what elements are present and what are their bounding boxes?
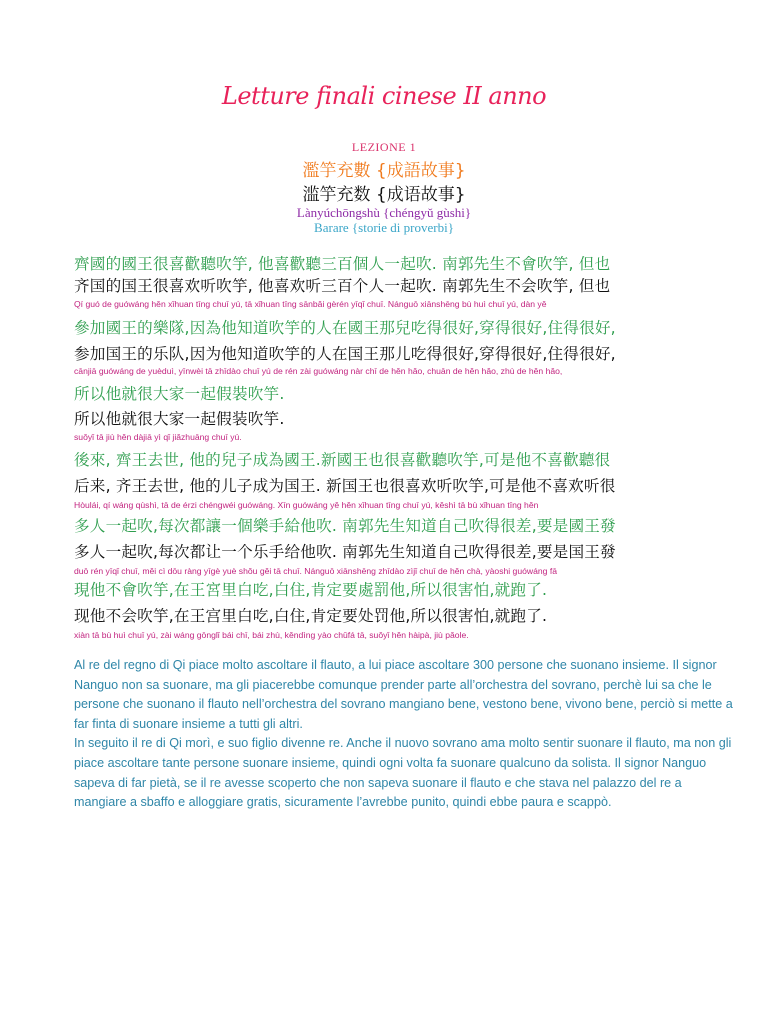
- heading-simplified: 滥竽充数 {成语故事}: [302, 185, 466, 205]
- simplified-line-6: 现他不会吹竽,在王宫里白吃,白住,肯定要处罚他,所以很害怕,就跑了.: [74, 607, 548, 625]
- italian-paragraph-1: Al re del regno di Qi piace molto ascoltare il flauto, a lui piace ascoltare 300 persone che suonano insieme. Il signor Nanguo non sa suonare, ma gli piacerebbe comunque prender parte all’orchestra del sovrano, perchè lui sa che le persone che suonano il flauto nell’orchestra del sovrano mangiano bene, vestono bene, vivono bene, perciò si mette a far finta di suonare insieme a tutti gli altri.: [74, 658, 733, 731]
- simplified-line-4: 后来, 齐王去世, 他的儿子成为国王. 新国王也很喜欢听吹竽,可是他不喜欢听很: [74, 477, 616, 495]
- italian-translation: [74, 656, 734, 813]
- heading-pinyin: Lànyúchōngshù {chéngyǔ gùshi}: [296, 205, 472, 220]
- simplified-line-3: 所以他就很大家一起假装吹竽.: [74, 410, 285, 428]
- traditional-line-5: 多人一起吹,每次都讓一個樂手給他吹. 南郭先生知道自己吹得很差,要是國王發: [74, 517, 616, 535]
- traditional-line-6: 現他不會吹竽,在王宮里白吃,白住,肯定要處罰他,所以很害怕,就跑了.: [74, 581, 548, 599]
- heading-italian: Barare {storie di proverbi}: [314, 220, 454, 235]
- pinyin-line-4: Hòulái, qí wáng qùshì, tā de érzi chéngwéi guówáng. Xīn guówáng yě hěn xǐhuan tīng chuī yú, kěshì tā bù xǐhuan tīng hěn: [74, 500, 539, 510]
- lesson-label: LEZIONE 1: [351, 140, 417, 154]
- pinyin-line-1: Qí guó de guówáng hěn xǐhuan tīng chuī yú, tā xǐhuan tīng sānbǎi gèrén yīqǐ chuī. Nánguō xiānshēng bù huì chuī yú, dàn yě: [74, 299, 547, 309]
- pinyin-line-3: suǒyǐ tā jiù hěn dàjiā yì qǐ jiǎzhuāng chuī yú.: [74, 432, 242, 442]
- traditional-line-1: 齊國的國王很喜歡聽吹竽, 他喜歡聽三百個人一起吹. 南郭先生不會吹竽, 但也: [74, 255, 611, 273]
- heading-traditional: 濫竽充數 {成語故事}: [302, 161, 466, 181]
- simplified-line-1: 齐国的国王很喜欢听吹竽, 他喜欢听三百个人一起吹. 南郭先生不会吹竽, 但也: [74, 277, 611, 295]
- traditional-line-4: 後來, 齊王去世, 他的兒子成為國王.新國王也很喜歡聽吹竽,可是他不喜歡聽很: [74, 451, 611, 469]
- italian-paragraph-2: In seguito il re di Qi morì, e suo figlio divenne re. Anche il nuovo sovrano ama molto sentir suonare il flauto, ma non gli piace ascoltare tante persone suonare insieme, quindi ogni volta fa suonare qualcuno da solista. Il signor Nanguo sapeva di far pietà, se il re avesse scoperto che non sapeva suonare il flauto e che stava nel palazzo del re a mangiare a sbaffo e alloggiare gratis, sicuramente l’avrebbe punito, quindi ebbe paura e scappò.: [74, 736, 732, 810]
- traditional-line-2: 參加國王的樂隊,因為他知道吹竽的人在國王那兒吃得很好,穿得很好,住得很好,: [74, 319, 616, 337]
- traditional-line-3: 所以他就很大家一起假裝吹竽.: [74, 385, 285, 403]
- pinyin-line-6: xiàn tā bù huì chuī yú, zài wáng gōnglǐ bái chī, bái zhù, kěndìng yào chǔfá tā, suǒyǐ hěn hàipà, jiù pǎole.: [74, 630, 469, 640]
- simplified-line-2: 参加国王的乐队,因为他知道吹竽的人在国王那儿吃得很好,穿得很好,住得很好,: [74, 345, 616, 363]
- document-title: Letture finali cinese II anno: [221, 82, 547, 110]
- simplified-line-5: 多人一起吹,每次都让一个乐手给他吹. 南郭先生知道自己吹得很差,要是国王發: [74, 543, 616, 561]
- pinyin-line-2: cānjiā guówáng de yuèduì, yīnwèi tā zhīdào chuī yú de rén zài guówáng nàr chī de hěn hǎo, chuān de hěn hǎo, zhù de hěn hǎo,: [74, 366, 563, 376]
- pinyin-line-5: duō rén yīqǐ chuī, měi cì dōu ràng yīgè yuè shǒu gěi tā chuī. Nánguō xiānshēng zhīdào zìjǐ chuī de hěn chà, yàoshi guówáng fā: [74, 566, 557, 576]
